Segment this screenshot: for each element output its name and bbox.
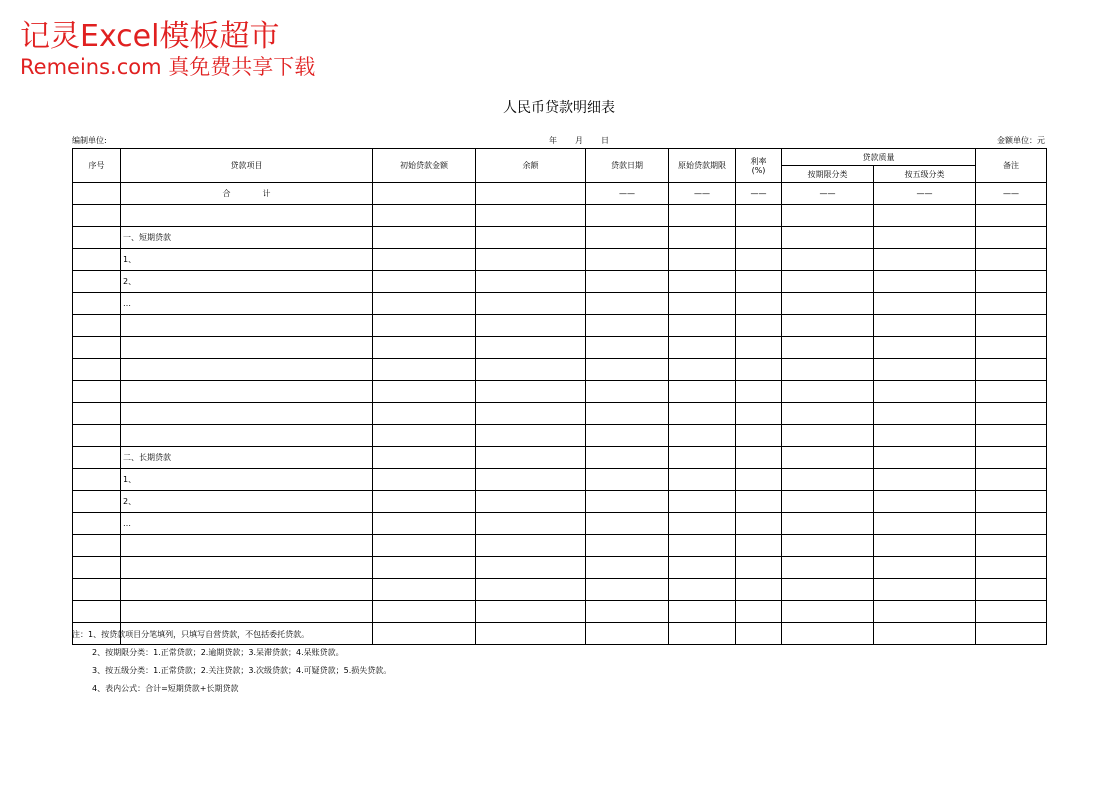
item-cell: … — [121, 513, 373, 535]
rate-cell[interactable] — [736, 205, 782, 227]
balance-cell[interactable] — [476, 535, 586, 557]
remarks-cell[interactable] — [976, 425, 1047, 447]
table-row — [73, 557, 1047, 579]
item-cell — [121, 425, 373, 447]
remarks-cell[interactable] — [976, 601, 1047, 623]
total-label: 合 计 — [121, 183, 373, 205]
balance-cell[interactable] — [476, 601, 586, 623]
watermark-subtitle: Remeins.com 真免费共享下载 — [20, 55, 316, 79]
remarks-cell[interactable] — [976, 271, 1047, 293]
remarks-cell[interactable] — [976, 227, 1047, 249]
loan-date-cell[interactable] — [586, 315, 669, 337]
rate-cell[interactable] — [736, 293, 782, 315]
item-cell — [121, 205, 373, 227]
watermark-title: 记灵Excel模板超市 — [20, 19, 280, 54]
table-row — [73, 249, 1047, 271]
loan-date-cell[interactable] — [586, 249, 669, 271]
preparing-unit-label: 编制单位: — [72, 136, 107, 145]
seq-cell[interactable] — [73, 359, 121, 381]
seq-cell[interactable] — [73, 227, 121, 249]
quality-by-term-cell[interactable] — [782, 513, 874, 535]
original-term-cell[interactable] — [669, 513, 736, 535]
header-quality-by-five: 按五级分类 — [874, 166, 976, 183]
note-3: 3、按五级分类：1.正常贷款；2.关注贷款；3.次级贷款；4.可疑贷款；5.损失贷款。 — [92, 666, 392, 675]
seq-cell[interactable] — [73, 249, 121, 271]
table-row — [73, 469, 1047, 491]
total-rate-dash: —— — [736, 183, 782, 205]
original-term-cell[interactable] — [669, 403, 736, 425]
loan-date-cell[interactable] — [586, 601, 669, 623]
remarks-cell[interactable] — [976, 557, 1047, 579]
item-cell: 1、 — [121, 249, 373, 271]
item-cell — [121, 535, 373, 557]
item-cell — [121, 579, 373, 601]
item-cell: 2、 — [121, 271, 373, 293]
loan-date-cell[interactable] — [586, 381, 669, 403]
initial-amount-cell[interactable] — [373, 579, 476, 601]
original-term-cell[interactable] — [669, 227, 736, 249]
quality-by-term-cell[interactable] — [782, 491, 874, 513]
total-balance-cell[interactable] — [476, 183, 586, 205]
quality-by-five-cell[interactable] — [874, 557, 976, 579]
initial-amount-cell[interactable] — [373, 359, 476, 381]
loan-date-cell[interactable] — [586, 337, 669, 359]
remarks-cell[interactable] — [976, 315, 1047, 337]
sheet-title: 人民币贷款明细表 — [503, 100, 615, 116]
loan-date-cell[interactable] — [586, 293, 669, 315]
table-row — [73, 381, 1047, 403]
original-term-cell[interactable] — [669, 535, 736, 557]
table-row — [73, 337, 1047, 359]
loan-date-cell[interactable] — [586, 469, 669, 491]
initial-amount-cell[interactable] — [373, 227, 476, 249]
quality-by-term-cell[interactable] — [782, 315, 874, 337]
seq-cell[interactable] — [73, 491, 121, 513]
quality-by-five-cell[interactable] — [874, 315, 976, 337]
quality-by-five-cell[interactable] — [874, 271, 976, 293]
quality-by-five-cell[interactable] — [874, 249, 976, 271]
loan-date-cell[interactable] — [586, 359, 669, 381]
seq-cell[interactable] — [73, 535, 121, 557]
loan-date-cell[interactable] — [586, 227, 669, 249]
initial-amount-cell[interactable] — [373, 557, 476, 579]
table-row — [73, 271, 1047, 293]
seq-cell[interactable] — [73, 337, 121, 359]
item-cell — [121, 557, 373, 579]
rate-cell[interactable] — [736, 535, 782, 557]
report-date — [549, 136, 609, 146]
loan-date-cell[interactable] — [586, 447, 669, 469]
table-row — [73, 359, 1047, 381]
original-term-cell[interactable] — [669, 469, 736, 491]
seq-cell[interactable] — [73, 601, 121, 623]
header-item: 贷款项目 — [121, 149, 373, 183]
table-row — [73, 425, 1047, 447]
balance-cell[interactable] — [476, 337, 586, 359]
quality-by-five-cell[interactable] — [874, 601, 976, 623]
quality-by-term-cell[interactable] — [782, 271, 874, 293]
balance-cell[interactable] — [476, 469, 586, 491]
quality-by-five-cell[interactable] — [874, 491, 976, 513]
quality-by-term-cell[interactable] — [782, 205, 874, 227]
rate-cell[interactable] — [736, 271, 782, 293]
loan-date-cell[interactable] — [586, 557, 669, 579]
initial-amount-cell[interactable] — [373, 491, 476, 513]
balance-cell[interactable] — [476, 623, 586, 645]
seq-cell[interactable] — [73, 557, 121, 579]
balance-cell[interactable] — [476, 491, 586, 513]
quality-by-term-cell[interactable] — [782, 381, 874, 403]
remarks-cell[interactable] — [976, 535, 1047, 557]
rate-cell[interactable] — [736, 447, 782, 469]
quality-by-five-cell[interactable] — [874, 359, 976, 381]
original-term-cell[interactable] — [669, 381, 736, 403]
total-loan-date-dash: —— — [586, 183, 669, 205]
total-quality-by-five-dash: —— — [874, 183, 976, 205]
loan-date-cell[interactable] — [586, 403, 669, 425]
seq-cell[interactable] — [73, 579, 121, 601]
balance-cell[interactable] — [476, 205, 586, 227]
table-row — [73, 403, 1047, 425]
balance-cell[interactable] — [476, 359, 586, 381]
seq-cell[interactable] — [73, 403, 121, 425]
table-row — [73, 205, 1047, 227]
initial-amount-cell[interactable] — [373, 315, 476, 337]
item-cell: 二、长期贷款 — [121, 447, 373, 469]
balance-cell[interactable] — [476, 293, 586, 315]
quality-by-term-cell[interactable] — [782, 293, 874, 315]
balance-cell[interactable] — [476, 425, 586, 447]
header-loan-date: 贷款日期 — [586, 149, 669, 183]
loan-date-cell[interactable] — [586, 513, 669, 535]
quality-by-term-cell[interactable] — [782, 337, 874, 359]
rate-cell[interactable] — [736, 227, 782, 249]
remarks-cell[interactable] — [976, 403, 1047, 425]
total-remarks-dash: —— — [976, 183, 1047, 205]
header-quality-by-term: 按期限分类 — [782, 166, 874, 183]
notes-block — [72, 626, 391, 698]
total-row — [73, 183, 1047, 205]
initial-amount-cell[interactable] — [373, 381, 476, 403]
original-term-cell[interactable] — [669, 601, 736, 623]
original-term-cell[interactable] — [669, 623, 736, 645]
remarks-cell[interactable] — [976, 337, 1047, 359]
header-rate-unit: (%) — [751, 165, 766, 175]
header-rate-label: 利率 — [750, 156, 767, 166]
original-term-cell[interactable] — [669, 271, 736, 293]
header-balance: 余额 — [476, 149, 586, 183]
quality-by-five-cell[interactable] — [874, 579, 976, 601]
original-term-cell[interactable] — [669, 359, 736, 381]
quality-by-five-cell[interactable] — [874, 447, 976, 469]
item-cell — [121, 315, 373, 337]
quality-by-five-cell[interactable] — [874, 535, 976, 557]
remarks-cell[interactable] — [976, 381, 1047, 403]
item-cell — [121, 381, 373, 403]
quality-by-term-cell[interactable] — [782, 249, 874, 271]
table-row — [73, 447, 1047, 469]
header-rate — [736, 149, 782, 183]
loan-detail-table — [72, 148, 1047, 645]
balance-cell[interactable] — [476, 271, 586, 293]
loan-date-cell[interactable] — [586, 425, 669, 447]
rate-cell[interactable] — [736, 623, 782, 645]
table-row — [73, 227, 1047, 249]
balance-cell[interactable] — [476, 381, 586, 403]
item-cell: 2、 — [121, 491, 373, 513]
rate-cell[interactable] — [736, 337, 782, 359]
original-term-cell[interactable] — [669, 447, 736, 469]
initial-amount-cell[interactable] — [373, 293, 476, 315]
balance-cell[interactable] — [476, 315, 586, 337]
table-row — [73, 535, 1047, 557]
rate-cell[interactable] — [736, 491, 782, 513]
original-term-cell[interactable] — [669, 315, 736, 337]
initial-amount-cell[interactable] — [373, 601, 476, 623]
total-original-term-dash: —— — [669, 183, 736, 205]
quality-by-term-cell[interactable] — [782, 403, 874, 425]
item-cell: 一、短期贷款 — [121, 227, 373, 249]
year-label: 年 — [549, 136, 557, 145]
note-4: 4、表内公式：合计=短期贷款+长期贷款 — [92, 684, 239, 693]
table-row — [73, 513, 1047, 535]
remarks-cell[interactable] — [976, 623, 1047, 645]
note-2: 2、按期限分类：1.正常贷款；2.逾期贷款；3.呆滞贷款；4.呆账贷款。 — [92, 648, 344, 657]
balance-cell[interactable] — [476, 447, 586, 469]
seq-cell[interactable] — [73, 205, 121, 227]
quality-by-five-cell[interactable] — [874, 403, 976, 425]
initial-amount-cell[interactable] — [373, 535, 476, 557]
quality-by-term-cell[interactable] — [782, 425, 874, 447]
table-row — [73, 315, 1047, 337]
loan-date-cell[interactable] — [586, 205, 669, 227]
initial-amount-cell[interactable] — [373, 337, 476, 359]
original-term-cell[interactable] — [669, 337, 736, 359]
balance-cell[interactable] — [476, 227, 586, 249]
item-cell — [121, 403, 373, 425]
loan-date-cell[interactable] — [586, 491, 669, 513]
quality-by-five-cell[interactable] — [874, 381, 976, 403]
quality-by-five-cell[interactable] — [874, 205, 976, 227]
original-term-cell[interactable] — [669, 491, 736, 513]
original-term-cell[interactable] — [669, 205, 736, 227]
seq-cell[interactable] — [73, 447, 121, 469]
header-initial-amount: 初始贷款金额 — [373, 149, 476, 183]
quality-by-five-cell[interactable] — [874, 425, 976, 447]
remarks-cell[interactable] — [976, 579, 1047, 601]
item-cell — [121, 359, 373, 381]
remarks-cell[interactable] — [976, 293, 1047, 315]
loan-date-cell[interactable] — [586, 535, 669, 557]
quality-by-term-cell[interactable] — [782, 557, 874, 579]
table-row — [73, 293, 1047, 315]
remarks-cell[interactable] — [976, 491, 1047, 513]
rate-cell[interactable] — [736, 403, 782, 425]
initial-amount-cell[interactable] — [373, 425, 476, 447]
quality-by-term-cell[interactable] — [782, 623, 874, 645]
quality-by-five-cell[interactable] — [874, 293, 976, 315]
remarks-cell[interactable] — [976, 447, 1047, 469]
rate-cell[interactable] — [736, 469, 782, 491]
remarks-cell[interactable] — [976, 249, 1047, 271]
original-term-cell[interactable] — [669, 293, 736, 315]
rate-cell[interactable] — [736, 425, 782, 447]
initial-amount-cell[interactable] — [373, 249, 476, 271]
rate-cell[interactable] — [736, 579, 782, 601]
rate-cell[interactable] — [736, 315, 782, 337]
remarks-cell[interactable] — [976, 513, 1047, 535]
remarks-cell[interactable] — [976, 359, 1047, 381]
quality-by-five-cell[interactable] — [874, 227, 976, 249]
item-cell: … — [121, 293, 373, 315]
total-initial-amount-cell[interactable] — [373, 183, 476, 205]
rate-cell[interactable] — [736, 381, 782, 403]
quality-by-term-cell[interactable] — [782, 535, 874, 557]
initial-amount-cell[interactable] — [373, 513, 476, 535]
item-cell — [121, 337, 373, 359]
rate-cell[interactable] — [736, 359, 782, 381]
quality-by-term-cell[interactable] — [782, 601, 874, 623]
initial-amount-cell[interactable] — [373, 403, 476, 425]
remarks-cell[interactable] — [976, 205, 1047, 227]
item-cell: 1、 — [121, 469, 373, 491]
quality-by-term-cell[interactable] — [782, 447, 874, 469]
rate-cell[interactable] — [736, 601, 782, 623]
balance-cell[interactable] — [476, 557, 586, 579]
header-original-term: 原始贷款期限 — [669, 149, 736, 183]
header-quality: 贷款质量 — [782, 149, 976, 166]
table-row — [73, 579, 1047, 601]
header-seq: 序号 — [73, 149, 121, 183]
rate-cell[interactable] — [736, 557, 782, 579]
quality-by-term-cell[interactable] — [782, 359, 874, 381]
seq-cell[interactable] — [73, 469, 121, 491]
balance-cell[interactable] — [476, 513, 586, 535]
note-1: 注：1、按贷款项目分笔填列，只填写自营贷款，不包括委托贷款。 — [72, 630, 310, 639]
table-row — [73, 491, 1047, 513]
initial-amount-cell[interactable] — [373, 205, 476, 227]
balance-cell[interactable] — [476, 579, 586, 601]
balance-cell[interactable] — [476, 249, 586, 271]
amount-unit-label: 金额单位：元 — [997, 136, 1045, 145]
initial-amount-cell[interactable] — [373, 271, 476, 293]
quality-by-term-cell[interactable] — [782, 469, 874, 491]
total-seq-cell — [73, 183, 121, 205]
quality-by-five-cell[interactable] — [874, 469, 976, 491]
quality-by-term-cell[interactable] — [782, 579, 874, 601]
original-term-cell[interactable] — [669, 557, 736, 579]
total-quality-by-term-dash: —— — [782, 183, 874, 205]
original-term-cell[interactable] — [669, 425, 736, 447]
quality-by-five-cell[interactable] — [874, 623, 976, 645]
rate-cell[interactable] — [736, 249, 782, 271]
quality-by-term-cell[interactable] — [782, 227, 874, 249]
header-remarks: 备注 — [976, 149, 1047, 183]
loan-date-cell[interactable] — [586, 623, 669, 645]
seq-cell[interactable] — [73, 315, 121, 337]
seq-cell[interactable] — [73, 293, 121, 315]
quality-by-five-cell[interactable] — [874, 513, 976, 535]
initial-amount-cell[interactable] — [373, 469, 476, 491]
rate-cell[interactable] — [736, 513, 782, 535]
loan-date-cell[interactable] — [586, 579, 669, 601]
day-label: 日 — [601, 136, 609, 145]
month-label: 月 — [575, 136, 583, 145]
seq-cell[interactable] — [73, 425, 121, 447]
seq-cell[interactable] — [73, 513, 121, 535]
seq-cell[interactable] — [73, 381, 121, 403]
seq-cell[interactable] — [73, 271, 121, 293]
remarks-cell[interactable] — [976, 469, 1047, 491]
item-cell — [121, 601, 373, 623]
balance-cell[interactable] — [476, 403, 586, 425]
initial-amount-cell[interactable] — [373, 447, 476, 469]
table-row — [73, 601, 1047, 623]
quality-by-five-cell[interactable] — [874, 337, 976, 359]
original-term-cell[interactable] — [669, 249, 736, 271]
loan-date-cell[interactable] — [586, 271, 669, 293]
original-term-cell[interactable] — [669, 579, 736, 601]
